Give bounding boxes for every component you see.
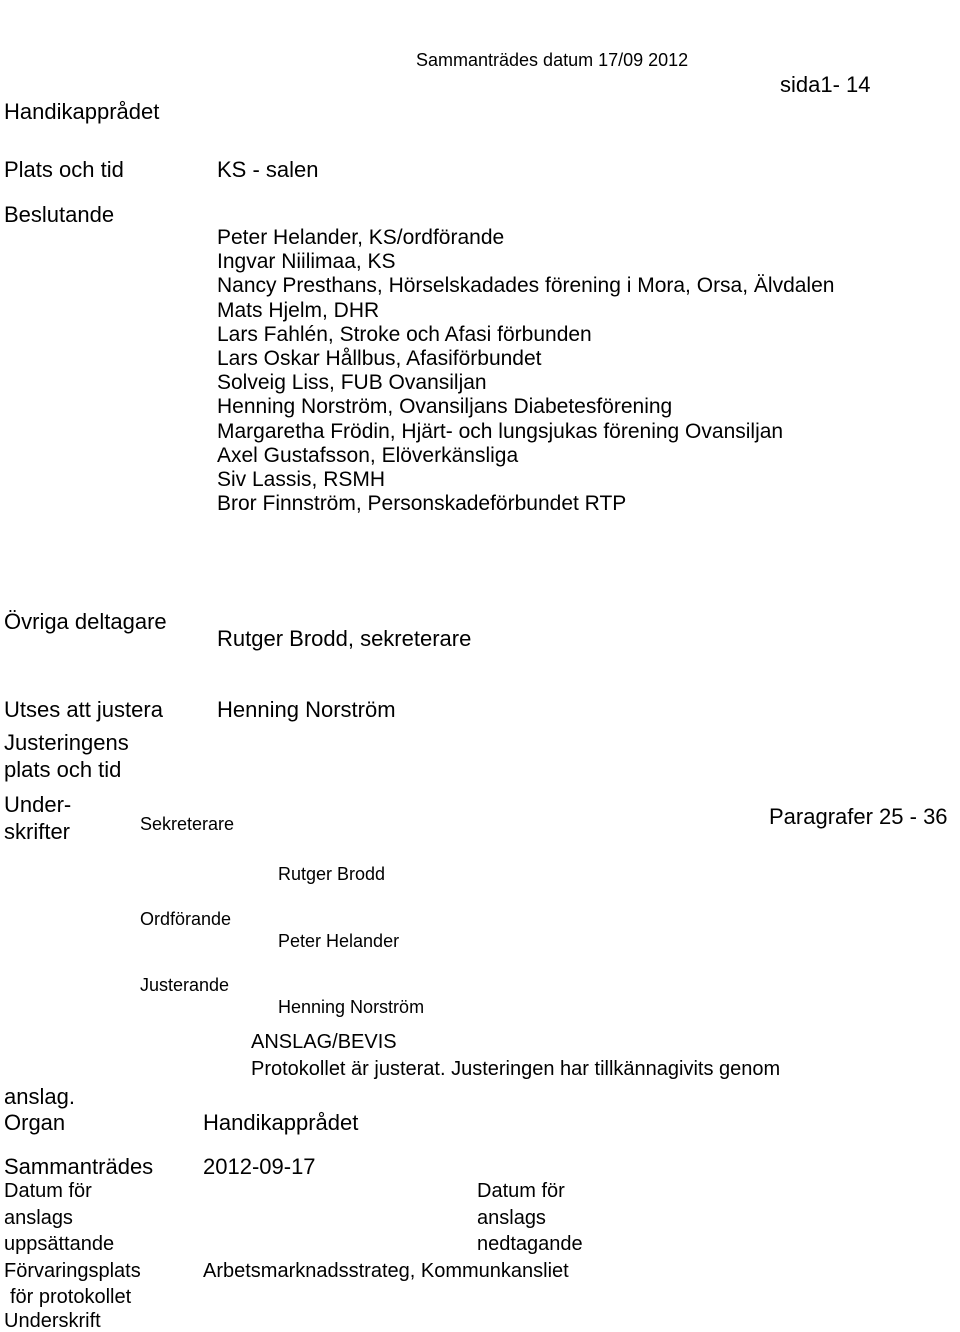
meeting-date-value: 2012-09-17	[203, 1154, 316, 1179]
notice-title: ANSLAG/BEVIS	[251, 1031, 397, 1053]
member-line: Axel Gustafsson, Elöverkänsliga	[217, 443, 519, 467]
posting-start-label-3: uppsättande	[4, 1233, 115, 1255]
member-line: Siv Lassis, RSMH	[217, 468, 386, 492]
notice-text-cont: anslag.	[4, 1084, 75, 1109]
adjust-place-label-2: plats och tid	[4, 757, 122, 782]
page-number: sida1- 14	[780, 72, 871, 97]
chair-role: Ordförande	[140, 909, 232, 929]
member-line: Ingvar Niilimaa, KS	[217, 250, 396, 274]
others-label: Övriga deltagare	[4, 609, 167, 634]
posting-end-label-3: nedtagande	[477, 1233, 583, 1255]
notice-text: Protokollet är justerat. Justeringen har tillkännagivits genom	[251, 1058, 781, 1080]
member-line: Mats Hjelm, DHR	[217, 298, 380, 322]
adjuster-label: Utses att justera	[4, 697, 163, 722]
meeting-date-header: Sammanträdes datum 17/09 2012	[416, 50, 689, 70]
decision-makers-list	[217, 226, 834, 516]
signatures-label: Under-	[4, 792, 72, 817]
paragraphs-range: Paragrafer 25 - 36	[769, 804, 948, 829]
posting-start-label-2: anslags	[4, 1207, 73, 1229]
storage-label-2: för protokollet	[10, 1286, 132, 1308]
organ-label: Organ	[4, 1110, 66, 1135]
decision-makers-label: Beslutande	[4, 202, 115, 227]
posting-end-label-2: anslags	[477, 1207, 546, 1229]
member-line: Lars Oskar Hållbus, Afasiförbundet	[217, 347, 542, 371]
secretary-name: Rutger Brodd	[278, 864, 386, 884]
member-line: Solveig Liss, FUB Ovansiljan	[217, 371, 487, 395]
adjuster-role: Justerande	[140, 975, 230, 995]
storage-value: Arbetsmarknadsstrateg, Kommunkansliet	[203, 1260, 569, 1282]
member-line: Henning Norström, Ovansiljans Diabetesförening	[217, 395, 673, 419]
others-value: Rutger Brodd, sekreterare	[217, 626, 472, 651]
place-time-label: Plats och tid	[4, 157, 124, 182]
adjuster-value: Henning Norström	[217, 697, 396, 722]
signatures-label-2: skrifter	[4, 819, 70, 844]
document-type: Sammanträdesprotokoll	[510, 0, 743, 23]
chair-name: Peter Helander	[278, 931, 400, 951]
organ-value: Handikapprådet	[203, 1110, 359, 1135]
signature-label: Underskrift	[4, 1310, 101, 1332]
meeting-date-label: Sammanträdes	[4, 1154, 154, 1179]
organ-header: Handikapprådet	[4, 99, 160, 124]
adjuster-name: Henning Norström	[278, 997, 425, 1017]
adjust-place-label: Justeringens	[4, 730, 129, 755]
municipality-name: Mora Kommun	[24, 0, 169, 23]
member-line: Lars Fahlén, Stroke och Afasi förbunden	[217, 322, 592, 346]
member-line: Margaretha Frödin, Hjärt- och lungsjukas förening Ovansiljan	[217, 419, 784, 443]
storage-label: Förvaringsplats	[4, 1260, 141, 1282]
posting-start-label: Datum för	[4, 1180, 92, 1202]
member-line: Nancy Presthans, Hörselskadades förening i Mora, Orsa, Älvdalen	[217, 274, 835, 298]
member-line: Bror Finnström, Personskadeförbundet RTP	[217, 492, 627, 516]
secretary-role: Sekreterare	[140, 814, 235, 834]
posting-end-label: Datum för	[477, 1180, 565, 1202]
place-time-value: KS - salen	[217, 157, 319, 182]
member-line: Peter Helander, KS/ordförande	[217, 226, 505, 249]
